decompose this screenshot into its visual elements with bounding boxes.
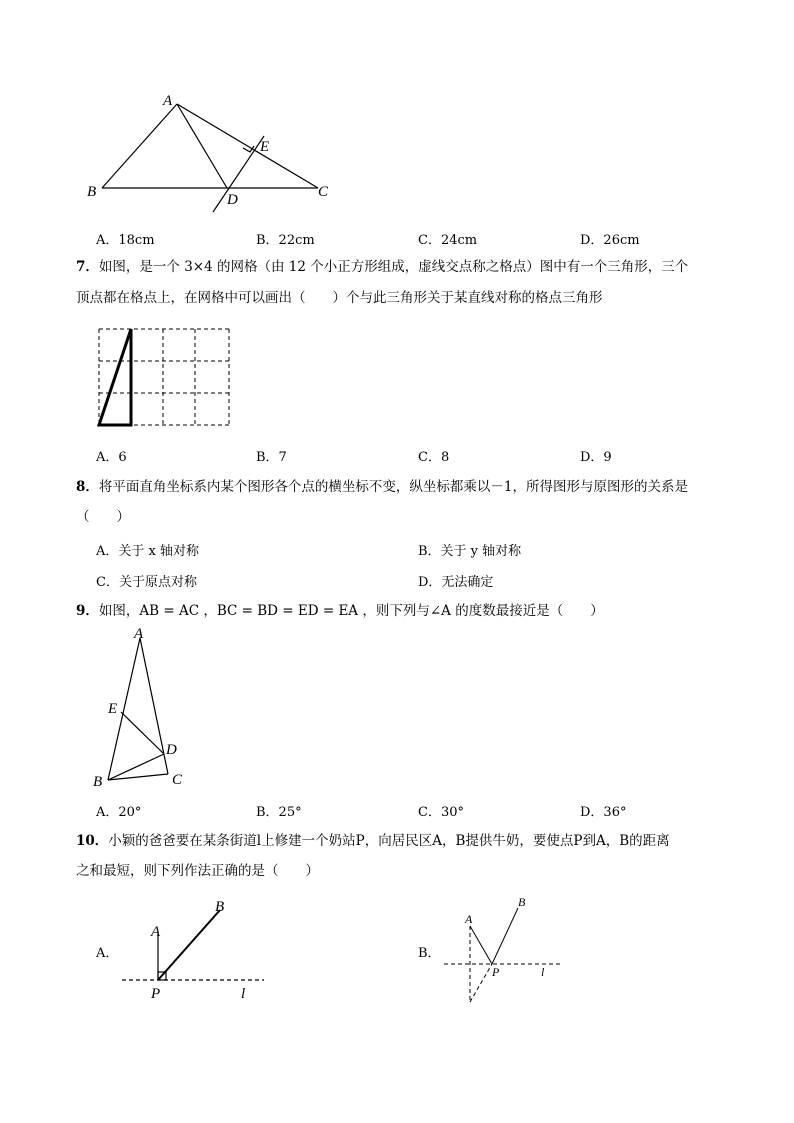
q8-number: 8．	[76, 479, 99, 495]
q7-line2: 顶点都在格点上，在网格中可以画出（ ）个与此三角形关于某直线对称的格点三角形	[76, 290, 603, 306]
q8-option-b[interactable]: B．关于 y 轴对称	[418, 544, 522, 559]
q9-option-a[interactable]: A．20°	[96, 805, 142, 820]
q7-line1	[76, 257, 688, 277]
label-b: B	[518, 895, 526, 909]
q6-option-a[interactable]: A．18cm	[96, 233, 155, 248]
label-a: A	[163, 93, 173, 109]
label-l: l	[241, 986, 246, 1002]
q10-option-b[interactable]: B．	[418, 946, 441, 961]
q7-option-b[interactable]: B．7	[256, 450, 287, 465]
q7-option-c[interactable]: C．8	[418, 450, 450, 465]
q8-option-a[interactable]: A．关于 x 轴对称	[96, 544, 199, 559]
q7-text-line1: 如图，是一个 3×4 的网格（由 12 个小正方形组成，虚线交点称之格点）图中有一个三角形，三个	[98, 259, 689, 275]
q6-figure	[80, 88, 350, 218]
q9-option-b[interactable]: B．25°	[256, 805, 302, 820]
q10-number: 10．	[76, 833, 109, 849]
q10-line1	[76, 831, 670, 851]
q9-option-d[interactable]: D．36°	[580, 805, 627, 820]
label-d: D	[227, 192, 238, 208]
label-e: E	[108, 701, 118, 717]
q9-option-c[interactable]: C．30°	[418, 805, 464, 820]
q10-text-line1: 小颖的爸爸要在某条街道l上修建一个奶站P，向居民区A，B提供牛奶，要使点P到A，B的距离	[108, 833, 670, 849]
label-p: P	[151, 986, 161, 1002]
q8-text-line1: 将平面直角坐标系内某个图形各个点的横坐标不变，纵坐标都乘以－1，所得图形与原图形的关系是	[98, 479, 688, 495]
q6-option-b[interactable]: B．22cm	[256, 233, 315, 248]
q7-option-a[interactable]: A．6	[96, 450, 127, 465]
label-d: D	[166, 742, 177, 758]
label-l: l	[541, 965, 545, 979]
q10-figure-b[interactable]	[440, 892, 580, 1007]
q9-number: 9．	[76, 603, 99, 619]
q7-option-d[interactable]: D．9	[580, 450, 612, 465]
q10-figure-a[interactable]	[118, 892, 278, 1007]
q10-option-a[interactable]: A．	[96, 946, 119, 961]
label-a: A	[134, 626, 144, 642]
q8-option-c[interactable]: C．关于原点对称	[96, 575, 197, 590]
q10-line2: 之和最短，则下列作法正确的是（ ）	[76, 863, 319, 879]
label-p: P	[492, 965, 500, 979]
label-b: B	[87, 184, 97, 200]
label-b: B	[215, 899, 225, 915]
q6-option-c[interactable]: C．24cm	[418, 233, 478, 248]
label-a: A	[465, 912, 473, 926]
q6-option-d[interactable]: D．26cm	[580, 233, 640, 248]
label-c: C	[318, 184, 329, 200]
q8-option-d[interactable]: D．无法确定	[418, 575, 494, 590]
q7-number: 7．	[76, 259, 99, 275]
label-b: B	[93, 774, 103, 790]
q8-line1	[76, 477, 688, 497]
label-c: C	[172, 772, 183, 788]
q7-grid-figure	[96, 326, 236, 430]
label-e: E	[260, 139, 270, 155]
label-a: A	[151, 924, 161, 940]
q8-line2: （ ）	[76, 509, 130, 525]
q9-line1	[76, 601, 604, 621]
q9-text: 如图，AB = AC ，BC = BD = ED = EA ，则下列与∠A 的度数最接近是（ ）	[98, 603, 604, 619]
q9-figure	[88, 624, 198, 794]
